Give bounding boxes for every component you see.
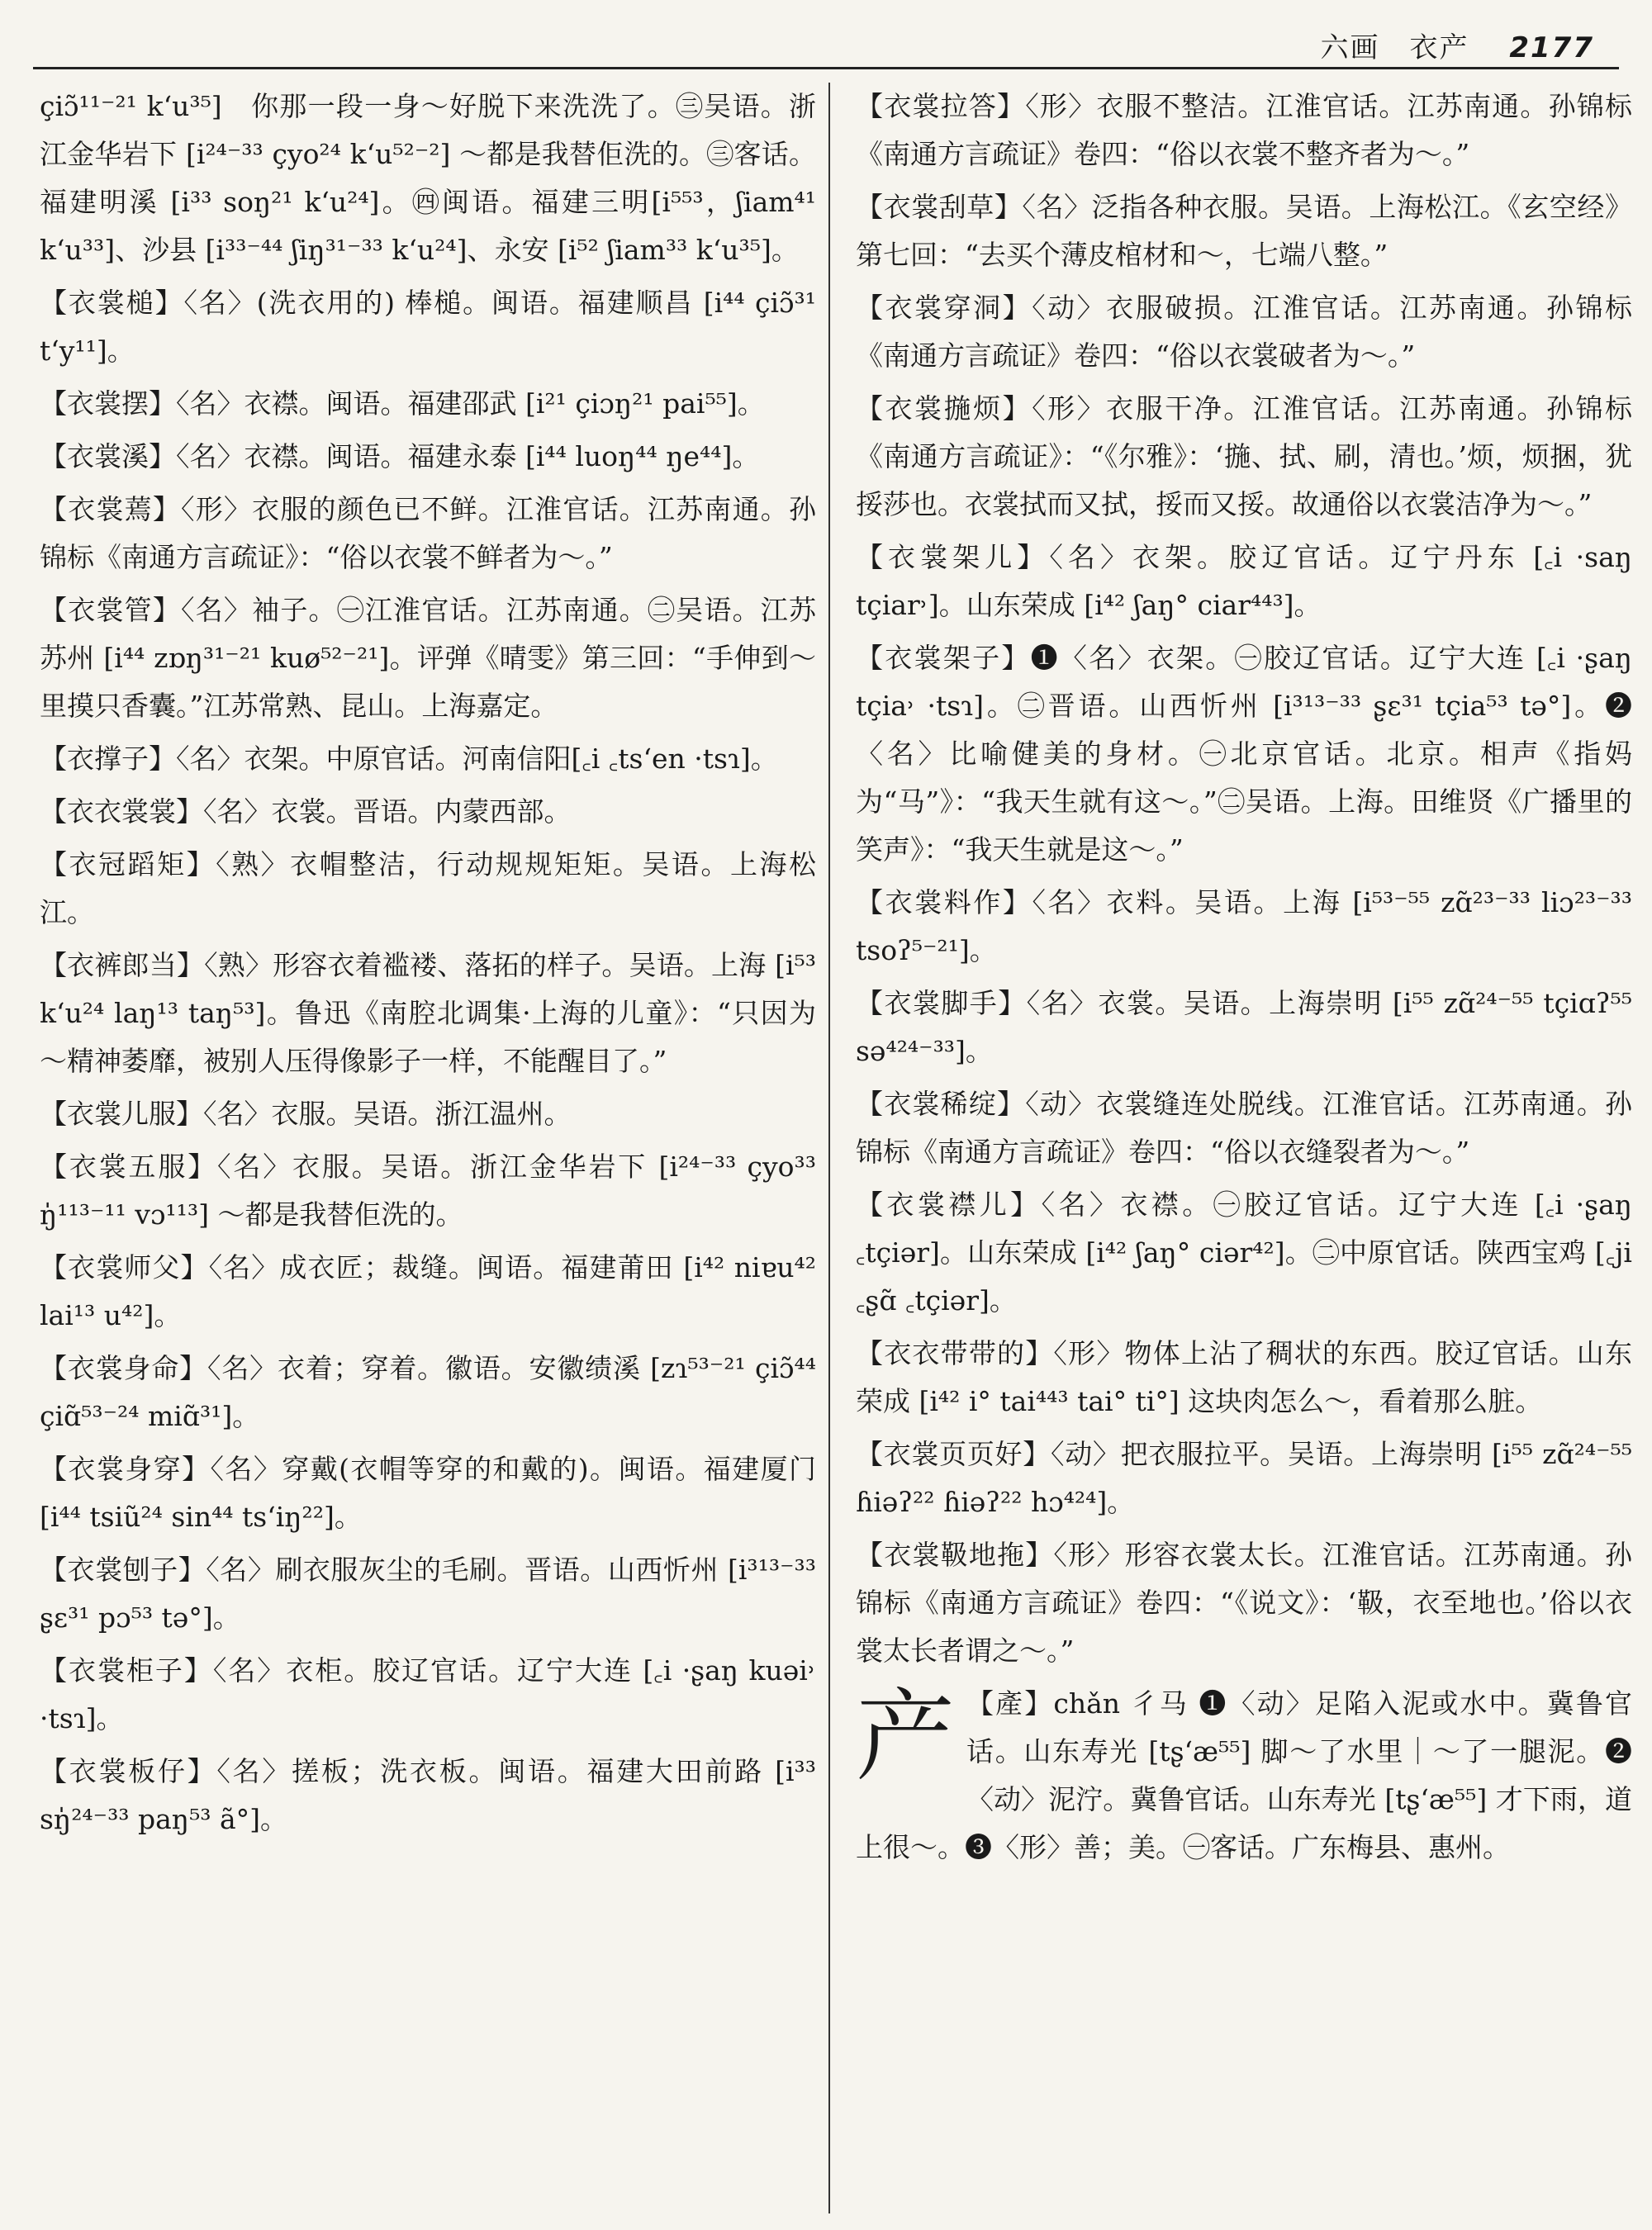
dictionary-entry: 【衣裳刮草】〈名〉泛指各种衣服。吴语。上海松江。《玄空经》第七回：“去买个薄皮棺材和～，七端八整。” [856, 191, 1632, 271]
headword-character: 产 [856, 1680, 955, 1795]
dictionary-entry: 【衣裳蔫】〈形〉衣服的颜色已不鲜。江淮官话。江苏南通。孙锦标《南通方言疏证》：“俗以衣裳不鲜者为～。” [40, 493, 816, 573]
page-number: 2177 [1509, 31, 1594, 64]
dictionary-entry: 【衣裳槌】〈名〉(洗衣用的) 棒槌。闽语。福建顺昌 [i⁴⁴ çiɔ̃³¹ t‘y¹¹]。 [40, 287, 816, 367]
dictionary-entry: 【衣裳靸地拖】〈形〉形容衣裳太长。江淮官话。江苏南通。孙锦标《南通方言疏证》卷四：“《说文》：‘靸，衣至地也。’俗以衣裳太长者谓之～。” [856, 1539, 1632, 1667]
dictionary-entry: 【衣裳摆】〈名〉衣襟。闽语。福建邵武 [i²¹ çiɔŋ²¹ pai⁵⁵]。 [40, 387, 765, 420]
dictionary-entry: 【衣裳穿洞】〈动〉衣服破损。江淮官话。江苏南通。孙锦标《南通方言疏证》卷四：“俗以衣裳破者为～。” [856, 292, 1632, 372]
right-column [856, 83, 1632, 2222]
dictionary-entry: 【衣裳身穿】〈名〉穿戴(衣帽等穿的和戴的)。闽语。福建厦门 [i⁴⁴ tsiũ²⁴ sin⁴⁴ ts‘iŋ²²]。 [40, 1453, 816, 1533]
dictionary-entry: 【衣裳襟儿】〈名〉衣襟。㊀胶辽官话。辽宁大连 [꜀i ·ʂaŋ ꜀tçiər]。山东荣成 [i⁴² ʃaŋ° ciər⁴²]。㊁中原官话。陕西宝鸡 [꜀ji ꜀ʂɑ̃ ꜀tçiər]。 [856, 1189, 1632, 1317]
dictionary-entry: 【衣衣带带的】〈形〉物体上沾了稠状的东西。胶辽官话。山东荣成 [i⁴² i° tai⁴⁴³ tai° ti°] 这块肉怎么～，看着那么脏。 [856, 1337, 1632, 1417]
running-head [1321, 25, 1594, 65]
column-divider [828, 83, 830, 2213]
dictionary-entry: 【衣裤郎当】〈熟〉形容衣着褴褛、落拓的样子。吴语。上海 [i⁵³ k‘u²⁴ laŋ¹³ taŋ⁵³]。鲁迅《南腔北调集·上海的儿童》：“只因为～精神萎靡，被别人压得像影子一样，不能醒目了。” [40, 949, 816, 1077]
dictionary-entry: 【衣裳料作】〈名〉衣料。吴语。上海 [i⁵³⁻⁵⁵ zɑ̃²³⁻³³ liɔ²³⁻³³ tsoʔ⁵⁻²¹]。 [856, 886, 1632, 966]
dictionary-entry: 【衣裳板仔】〈名〉搓板；洗衣板。闽语。福建大田前路 [i³³ sŋ̍²⁴⁻³³ paŋ⁵³ ã°]。 [40, 1755, 816, 1835]
dictionary-entry: 【衣裳师父】〈名〉成衣匠；裁缝。闽语。福建莆田 [i⁴² niɐu⁴² lai¹³ u⁴²]。 [40, 1251, 816, 1331]
dictionary-entry: 【衣裳揓烦】〈形〉衣服干净。江淮官话。江苏南通。孙锦标《南通方言疏证》：“《尔雅》：‘揓、拭、刷，清也。’烦，烦捆，犹挼莎也。衣裳拭而又拭，挼而又挼。故通俗以衣裳洁净为～。” [856, 392, 1632, 520]
headword-chan-entry [856, 1680, 1632, 1872]
dictionary-entry: 【衣冠蹈矩】〈熟〉衣帽整洁，行动规规矩矩。吴语。上海松江。 [40, 848, 816, 928]
dictionary-entry: 【衣裳架子】❶〈名〉衣架。㊀胶辽官话。辽宁大连 [꜀i ·ʂaŋ tçia˒ ·tsɿ]。㊁晋语。山西忻州 [i³¹³⁻³³ ʂɛ³¹ tçia⁵³ tə°]。❷〈名〉比喻健美的身材。㊀北京官话。北京。相声《指妈为“马”》：“我天生就有这～。”㊁吴语。上海。田维贤《广播里的笑声》：“我天生就是这～。” [856, 642, 1632, 866]
dictionary-entry: 【衣裳刨子】〈名〉刷衣服灰尘的毛刷。晋语。山西忻州 [i³¹³⁻³³ ʂɛ³¹ pɔ⁵³ tə°]。 [40, 1554, 816, 1634]
dictionary-entry: 【衣撑子】〈名〉衣架。中原官话。河南信阳[꜀i ꜀ts‘en ·tsɿ]。 [40, 743, 778, 775]
entry-continuation: çiɔ̃¹¹⁻²¹ k‘u³⁵] 你那一段一身～好脱下来洗洗了。㊂吴语。浙江金华岩下 [i²⁴⁻³³ çyo²⁴ k‘u⁵²⁻²] ～都是我替佢洗的。㊂客话。福建明溪 [i³³ soŋ²¹ k‘u²⁴]。㊃闽语。福建三明[i⁵⁵³，ʃiam⁴¹ k‘u³³]、沙县 [i³³⁻⁴⁴ ʃiŋ³¹⁻³³ k‘u²⁴]、永安 [i⁵² ʃiam³³ k‘u³⁵]。 [40, 90, 816, 266]
dictionary-entry: 【衣裳儿服】〈名〉衣服。吴语。浙江温州。 [40, 1098, 572, 1130]
dictionary-entry: 【衣裳架儿】〈名〉衣架。胶辽官话。辽宁丹东 [꜀i ·saŋ tçiar˒]。山东荣成 [i⁴² ʃaŋ° ciar⁴⁴³]。 [856, 541, 1632, 621]
dictionary-entry: 【衣衣裳裳】〈名〉衣裳。晋语。内蒙西部。 [40, 795, 572, 828]
header-title: 六画 衣产 [1320, 31, 1469, 64]
dictionary-entry: 【衣裳五服】〈名〉衣服。吴语。浙江金华岩下 [i²⁴⁻³³ çyo³³ ŋ̍¹¹³⁻¹¹ vɔ¹¹³] ～都是我替佢洗的。 [40, 1151, 816, 1231]
dictionary-entry: 【衣裳稀绽】〈动〉衣裳缝连处脱线。江淮官话。江苏南通。孙锦标《南通方言疏证》卷四：“俗以衣缝裂者为～。” [856, 1088, 1632, 1168]
dictionary-entry: 【衣裳溪】〈名〉衣襟。闽语。福建永泰 [i⁴⁴ luoŋ⁴⁴ ŋe⁴⁴]。 [40, 440, 760, 472]
dictionary-entry: 【衣裳柜子】〈名〉衣柜。胶辽官话。辽宁大连 [꜀i ·ʂaŋ kuəi˒ ·tsɿ]。 [40, 1654, 816, 1734]
left-column [40, 83, 816, 2222]
headword-chan-text: 【產】chǎn 彳马 ❶〈动〉足陷入泥或水中。冀鲁官话。山东寿光 [tʂ‘æ⁵⁵] 脚～了水里｜～了一腿泥。❷〈动〉泥泞。冀鲁官话。山东寿光 [tʂ‘æ⁵⁵] 才下雨，道上很～。❸〈形〉善；美。㊀客话。广东梅县、惠州。 [856, 1687, 1632, 1863]
dictionary-entry: 【衣裳页页好】〈动〉把衣服拉平。吴语。上海崇明 [i⁵⁵ zɑ̃²⁴⁻⁵⁵ ɦiəʔ²² ɦiəʔ²² hɔ⁴²⁴]。 [856, 1438, 1632, 1518]
page-header [33, 23, 1619, 69]
dictionary-entry: 【衣裳身命】〈名〉衣着；穿着。徽语。安徽绩溪 [zɿ⁵³⁻²¹ çiɔ̃⁴⁴ çiɑ̃⁵³⁻²⁴ miɑ̃³¹]。 [40, 1352, 816, 1432]
dictionary-entry: 【衣裳管】〈名〉袖子。㊀江淮官话。江苏南通。㊁吴语。江苏苏州 [i⁴⁴ zɒŋ³¹⁻²¹ kuø⁵²⁻²¹]。评弹《晴雯》第三回：“手伸到～里摸只香囊。”江苏常熟、昆山。上海嘉定。 [40, 594, 816, 722]
dictionary-entry: 【衣裳拉答】〈形〉衣服不整洁。江淮官话。江苏南通。孙锦标《南通方言疏证》卷四：“俗以衣裳不整齐者为～。” [856, 90, 1632, 170]
dictionary-entry: 【衣裳脚手】〈名〉衣裳。吴语。上海崇明 [i⁵⁵ zɑ̃²⁴⁻⁵⁵ tçiɑʔ⁵⁵ sə⁴²⁴⁻³³]。 [856, 987, 1632, 1067]
